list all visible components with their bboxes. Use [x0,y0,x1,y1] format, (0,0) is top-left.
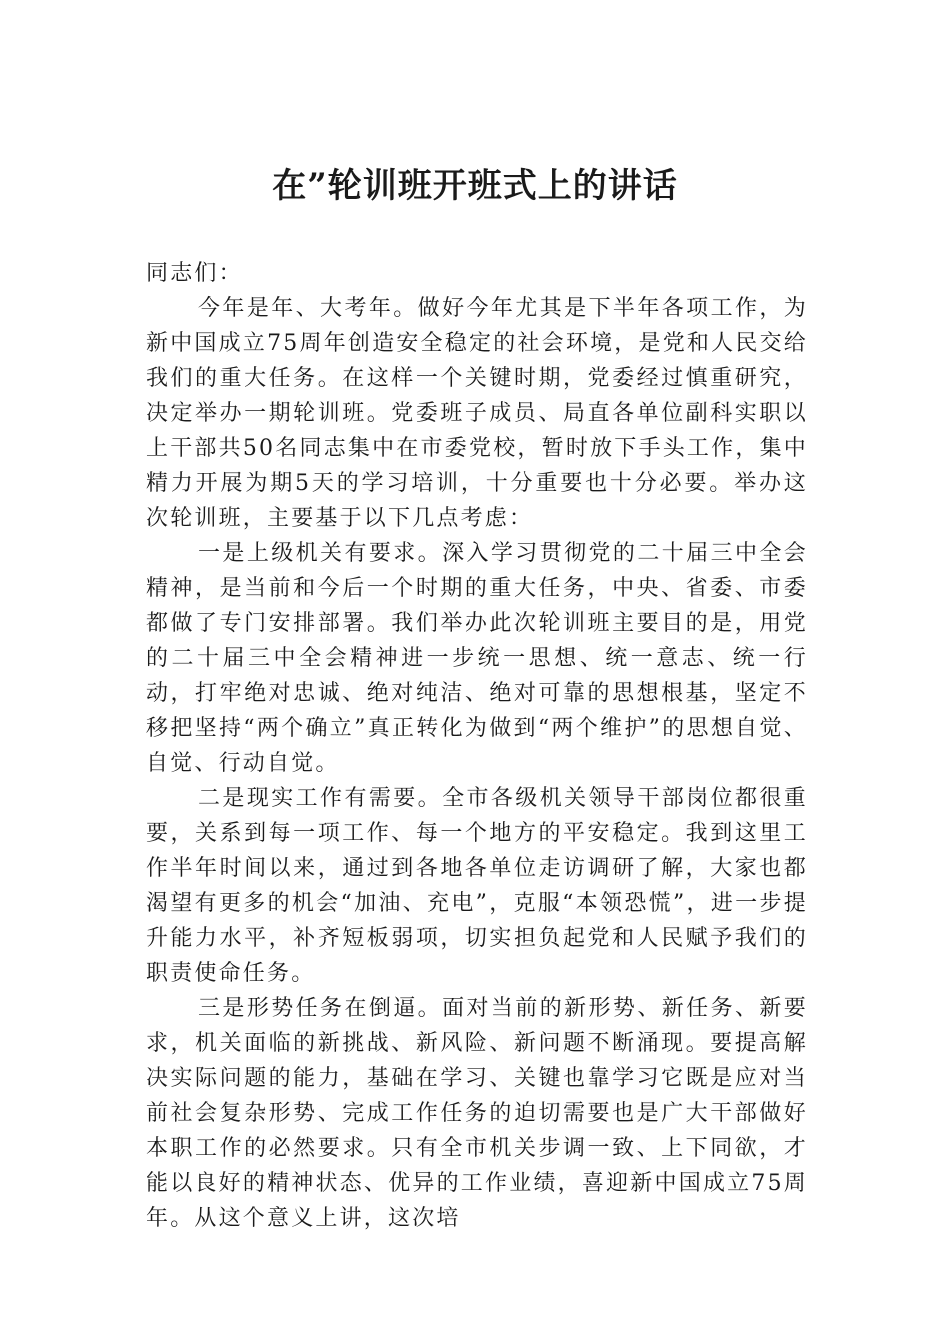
salutation: 同志们： [146,261,243,286]
document-body [146,256,808,1236]
paragraph-point-one: 一是上级机关有要求。深入学习贯彻党的二十届三中全会精神，是当前和今后一个时期的重大任务，中央、省委、市委都做了专门安排部署。我们举办此次轮训班主要目的是，用党的二十届三中全会精神进一步统一思想、统一意志、统一行动，打牢绝对忠诚、绝对纯洁、绝对可靠的思想根基，坚定不移把坚持“两个确立”真正转化为做到“两个维护”的思想自觉、自觉、行动自觉。 [146,541,808,776]
paragraph-point-two: 二是现实工作有需要。全市各级机关领导干部岗位都很重要，关系到每一项工作、每一个地方的平安稳定。我到这里工作半年时间以来，通过到各地各单位走访调研了解，大家也都渴望有更多的机会“加油、充电”，克服“本领恐慌”，进一步提升能力水平，补齐短板弱项，切实担负起党和人民赋予我们的职责使命任务。 [146,786,808,986]
document-title: 在”轮训班开班式上的讲话 [272,166,678,206]
paragraph-intro: 今年是年、大考年。做好今年尤其是下半年各项工作，为新中国成立75周年创造安全稳定的社会环境，是党和人民交给我们的重大任务。在这样一个关键时期，党委经过慎重研究，决定举办一期轮训班。党委班子成员、局直各单位副科实职以上干部共50名同志集中在市委党校，暂时放下手头工作，集中精力开展为期5天的学习培训，十分重要也十分必要。举办这次轮训班，主要基于以下几点考虑： [146,296,808,531]
paragraph-point-three: 三是形势任务在倒逼。面对当前的新形势、新任务、新要求，机关面临的新挑战、新风险、新问题不断涌现。要提高解决实际问题的能力，基础在学习、关键也靠学习它既是应对当前社会复杂形势、完成工作任务的迫切需要也是广大干部做好本职工作的必然要求。只有全市机关步调一致、上下同欲，才能以良好的精神状态、优异的工作业绩，喜迎新中国成立75周年。从这个意义上讲，这次培 [146,996,808,1231]
